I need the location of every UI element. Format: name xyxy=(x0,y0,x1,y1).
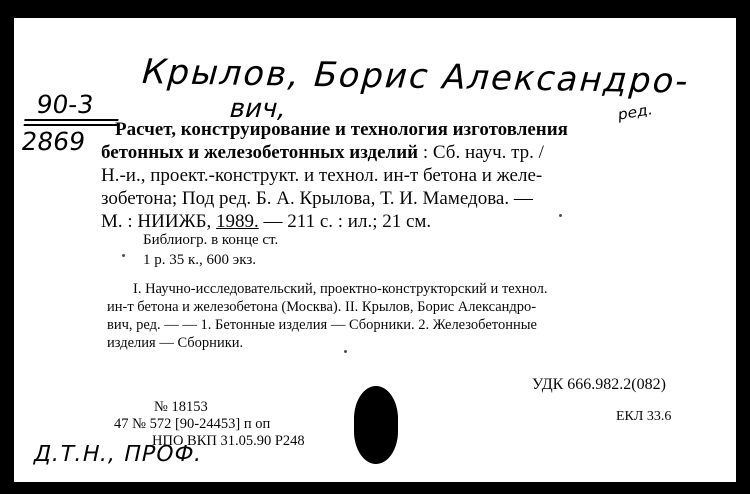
entry-year: 1989. xyxy=(216,211,259,232)
udc-code: УДК 666.982.2(082) xyxy=(532,376,666,393)
dust-speck xyxy=(559,214,562,217)
entry-responsibility-line: Н.-и., проект.-конструкт. и технол. ин-т бетона и желе- xyxy=(101,165,543,186)
card-punch-hole xyxy=(354,386,398,464)
handwritten-author-name: Крылов, Борис Александро- xyxy=(136,52,696,102)
entry-title-line-2 xyxy=(101,141,568,164)
tracing-line-2: ин-т бетона и железобетона (Москва). II. Крылов, Борис Александро- xyxy=(107,299,537,315)
shelf-mark-bottom: 2869 xyxy=(20,124,120,154)
bibliography-note: Библиогр. в конце ст. xyxy=(143,232,279,248)
entry-editors-line: зобетона; Под ред. Б. А. Крылова, Т. И. Мамедова. — xyxy=(101,188,533,209)
shelf-mark-top: 90-3 xyxy=(24,92,122,121)
entry-title-line-1: Расчет, конструирование и технология изготовления xyxy=(115,119,568,140)
tracing-line-3: вич, ред. — — 1. Бетонные изделия — Сборники. 2. Железобетонные xyxy=(107,317,537,333)
dust-speck xyxy=(122,254,125,257)
handwritten-degree-note: Д.Т.Н., ПРОФ. xyxy=(31,442,205,467)
entry-notes xyxy=(143,230,278,270)
dust-speck xyxy=(344,350,347,353)
ekl-code: ЕКЛ 33.6 xyxy=(616,409,672,424)
entry-title-rest: : Сб. науч. тр. / xyxy=(422,142,544,163)
bibliographic-entry xyxy=(101,118,568,233)
handwritten-author-name-continuation: вич, xyxy=(226,94,290,124)
order-number: № 18153 xyxy=(154,399,208,415)
tracings xyxy=(107,280,547,352)
entry-title-bold: бетонных и железобетонных изделий xyxy=(101,142,419,163)
tracing-line-1: I. Научно-исследовательский, проектно-конструкторский и технол. xyxy=(133,281,548,297)
order-line-2: 47 № 572 [90-24453] п оп xyxy=(114,416,271,432)
order-line-3: НПО ВКП 31.05.90 Р248 xyxy=(152,433,305,449)
tracing-line-4: изделия — Сборники. xyxy=(107,335,244,351)
entry-publisher: М. : НИИЖБ, xyxy=(101,211,217,232)
price-note: 1 р. 35 к., 600 экз. xyxy=(143,252,256,268)
handwritten-role: ред. xyxy=(617,100,653,124)
catalog-card xyxy=(14,18,736,482)
entry-physical-description: — 211 с. : ил.; 21 см. xyxy=(258,211,432,232)
